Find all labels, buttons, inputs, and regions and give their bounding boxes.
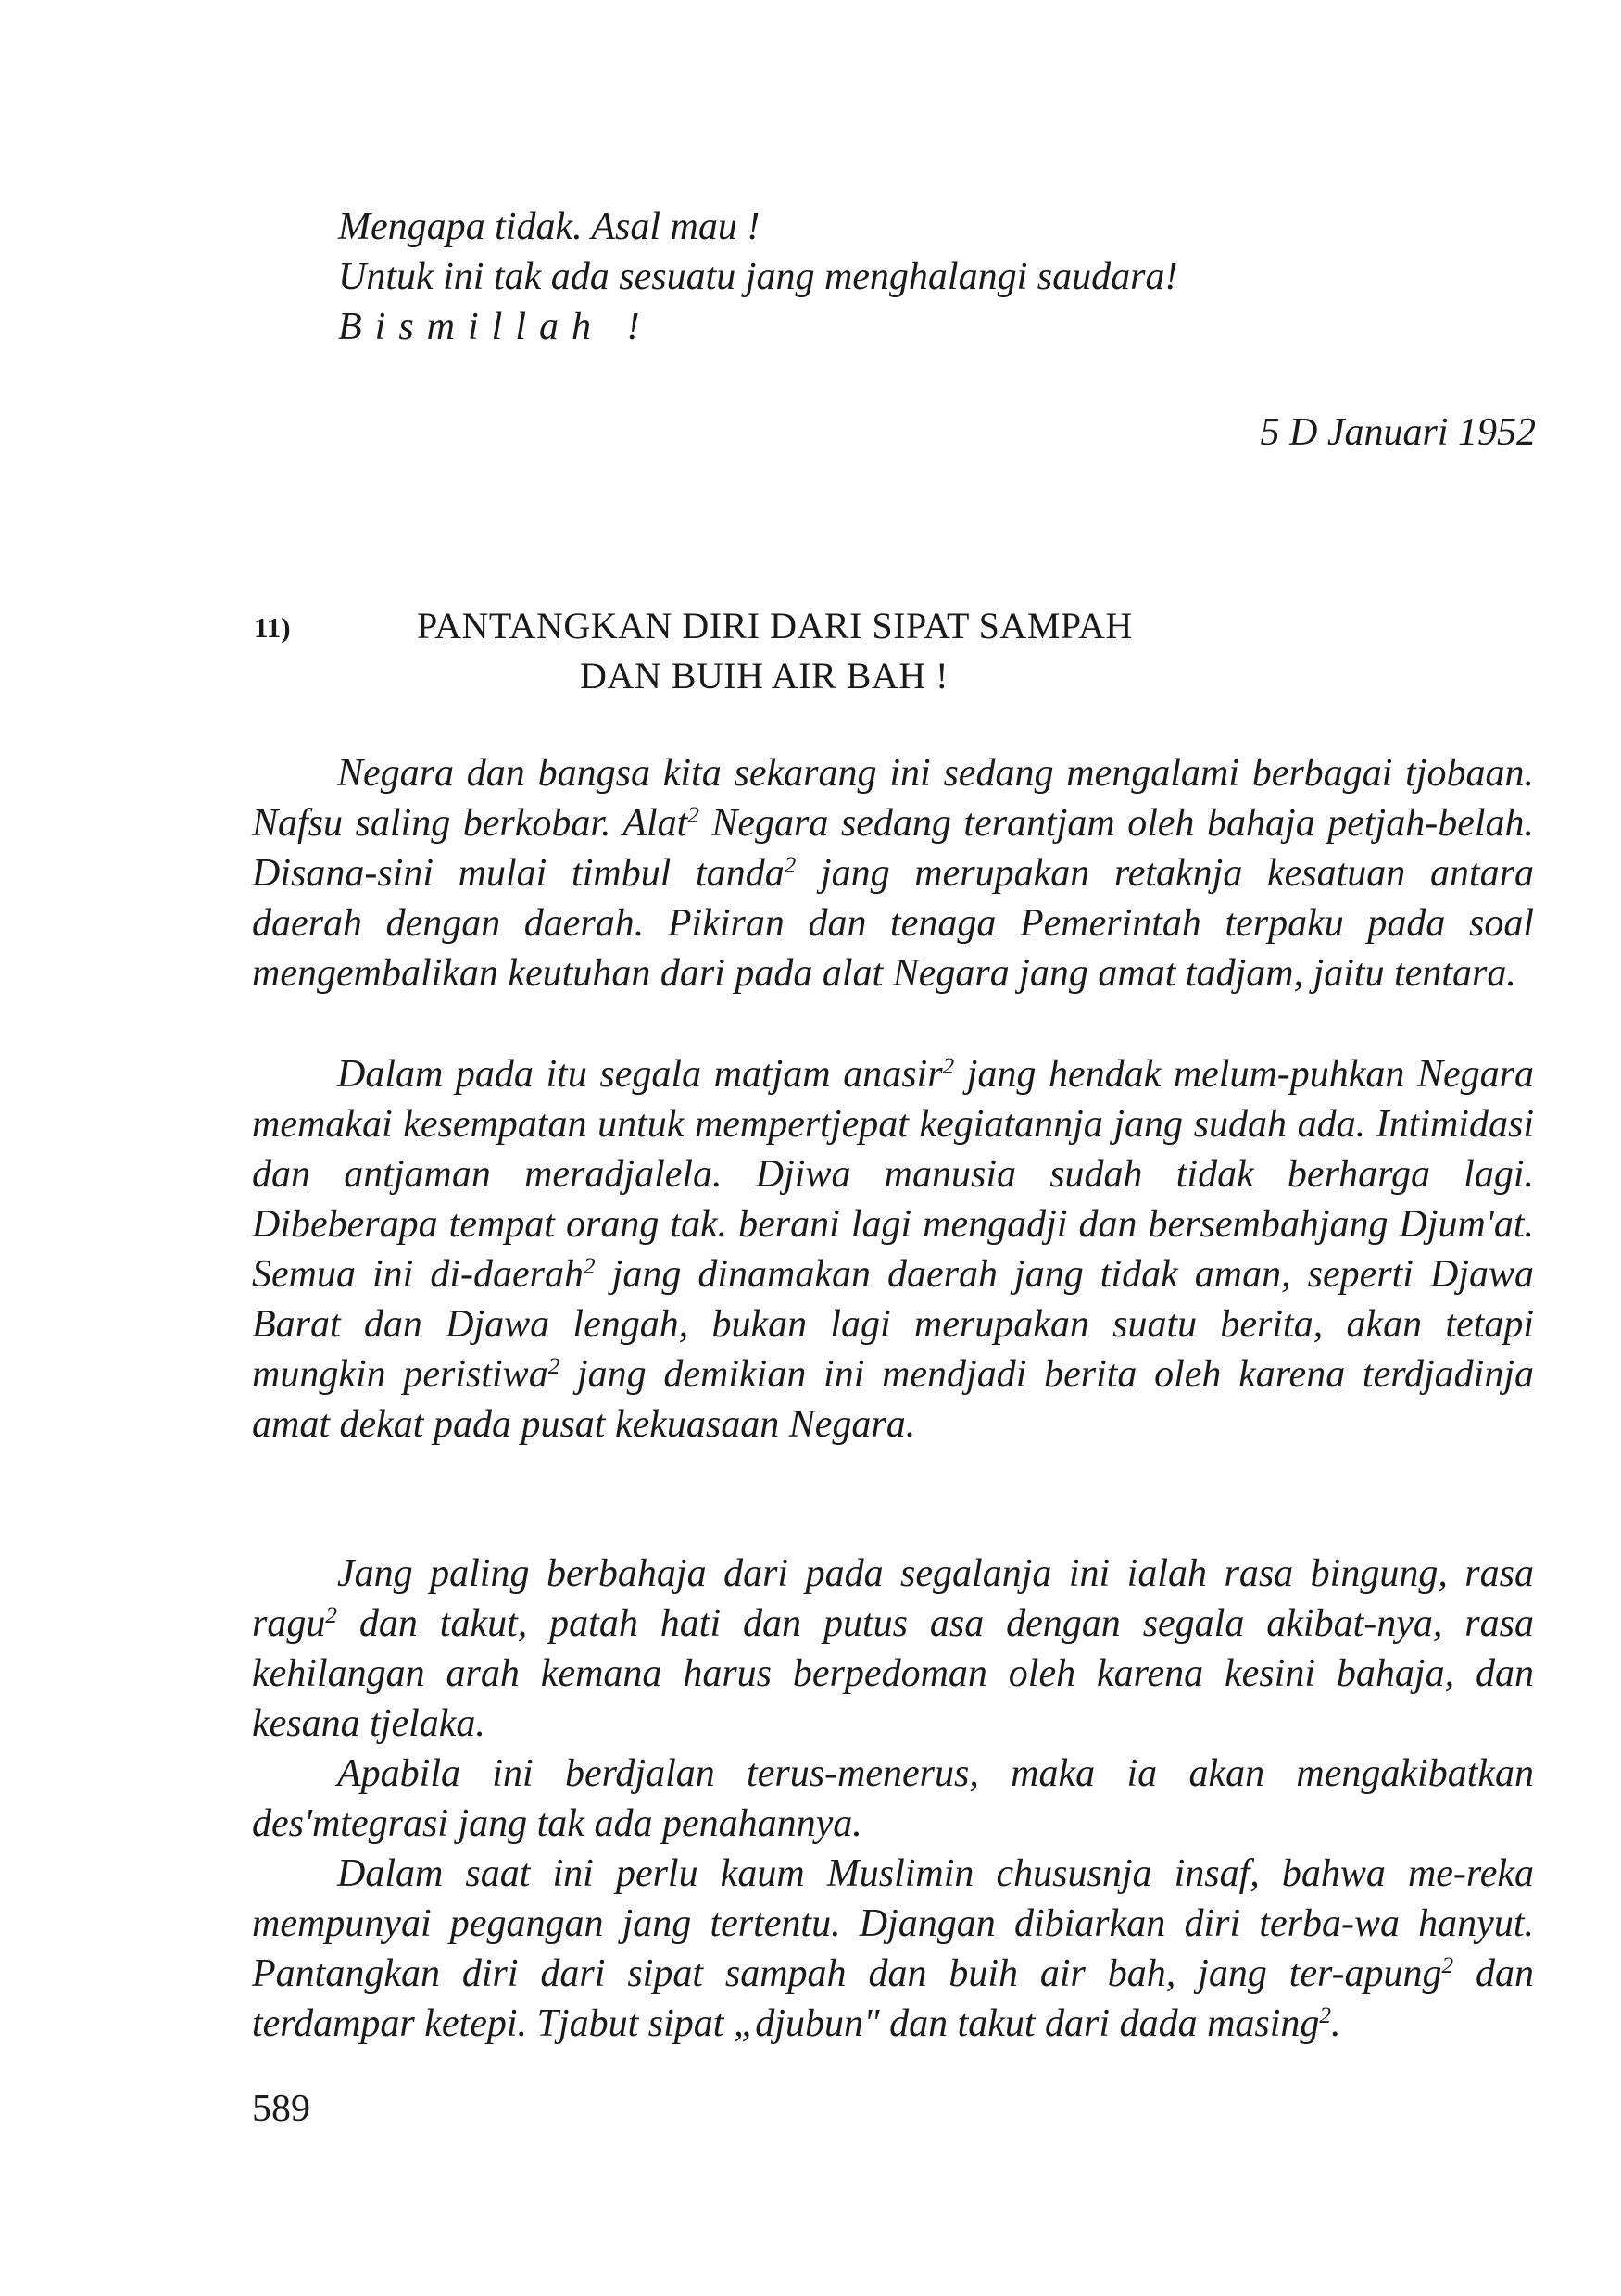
letter-date: 5 D Januari 1952	[1260, 411, 1536, 454]
p5-text-c: .	[1331, 2002, 1341, 2045]
p3-superscript-1: 2	[325, 1603, 337, 1629]
p5-text-a: Dalam saat ini perlu kaum Muslimin chususnja insaf, bahwa me-reka mempunyai pegangan jang tertentu. Djangan dibiarkan diri terba-wa hanyut. Pantangkan diri dari sipat sampah dan buih air bah, jang ter-apung	[252, 1852, 1534, 1995]
paragraph-1	[252, 748, 1534, 998]
paragraph-3	[252, 1549, 1534, 1749]
p2-superscript-1: 2	[942, 1054, 955, 1080]
p2-text-c: jang dinamakan daerah jang tidak aman, seperti Djawa Barat dan Djawa lengah, bukan lagi merupakan suatu berita, akan tetapi mungkin peristiwa	[252, 1253, 1535, 1396]
p2-text-b: jang hendak melum-puhkan Negara memakai kesempatan untuk mempertjepat kegiatannja jang sudah ada. Intimidasi dan antjaman meradjalela. Djiwa manusia sudah tidak berharga lagi. Dibeberapa tempat orang tak. berani lagi mengadji dan bersembahjang Djum'at. Semua ini di-daerah	[252, 1053, 1535, 1296]
intro-line-2: Untuk ini tak ada sesuatu jang menghalangi saudara!	[338, 256, 1178, 298]
section-title-line-2: DAN BUIH AIR BAH !	[580, 655, 949, 696]
paragraph-5	[252, 1849, 1534, 2049]
section-number: 11)	[254, 611, 291, 644]
paragraph-2	[252, 1049, 1534, 1449]
p2-superscript-3: 2	[547, 1354, 560, 1380]
p2-superscript-2: 2	[584, 1254, 596, 1280]
p1-text-a: Negara dan bangsa kita sekarang ini sedang mengalami berbagai tjobaan. Nafsu saling berkobar. Alat	[252, 752, 1534, 845]
p1-superscript-2: 2	[784, 853, 797, 879]
p1-text-c: jang merupakan retaknja kesatuan antara daerah dengan daerah. Pikiran dan tenaga Pemerintah terpaku pada soal mengembalikan keutuhan dari pada alat Negara jang amat tadjam, jaitu tentara.	[252, 852, 1534, 995]
intro-line-1: Mengapa tidak. Asal mau !	[338, 206, 760, 248]
section-title-line-1: PANTANGKAN DIRI DARI SIPAT SAMPAH	[417, 605, 1133, 646]
p3-text-a: Jang paling berbahaja dari pada segalanja ini ialah rasa bingung, rasa ragu	[252, 1552, 1534, 1645]
p1-text-b: Negara sedang terantjam oleh bahaja petjah-belah. Disana-sini mulai timbul tanda	[252, 802, 1534, 895]
paragraph-4	[252, 1749, 1534, 1849]
p5-superscript-2: 2	[1319, 2003, 1332, 2029]
p5-text-b: dan terdampar ketepi. Tjabut sipat „djubun" dan takut dari dada masing	[252, 1952, 1534, 2045]
p3-text-b: dan takut, patah hati dan putus asa dengan segala akibat-nya, rasa kehilangan arah kemana harus berpedoman oleh karena kesini bahaja, dan kesana tjelaka.	[252, 1602, 1534, 1745]
p2-text-a: Dalam pada itu segala matjam anasir	[337, 1053, 943, 1096]
p4-text-a: Apabila ini berdjalan terus-menerus, maka ia akan mengakibatkan des'mtegrasi jang tak ada penahannya.	[252, 1752, 1534, 1845]
intro-line-bismillah: Bismillah !	[338, 306, 653, 348]
p1-superscript-1: 2	[687, 803, 699, 829]
p2-text-d: jang demikian ini mendjadi berita oleh karena terdjadinja amat dekat pada pusat kekuasaan Negara.	[252, 1353, 1534, 1446]
p5-superscript-1: 2	[1441, 1953, 1454, 1979]
page-number: 589	[252, 2088, 310, 2130]
